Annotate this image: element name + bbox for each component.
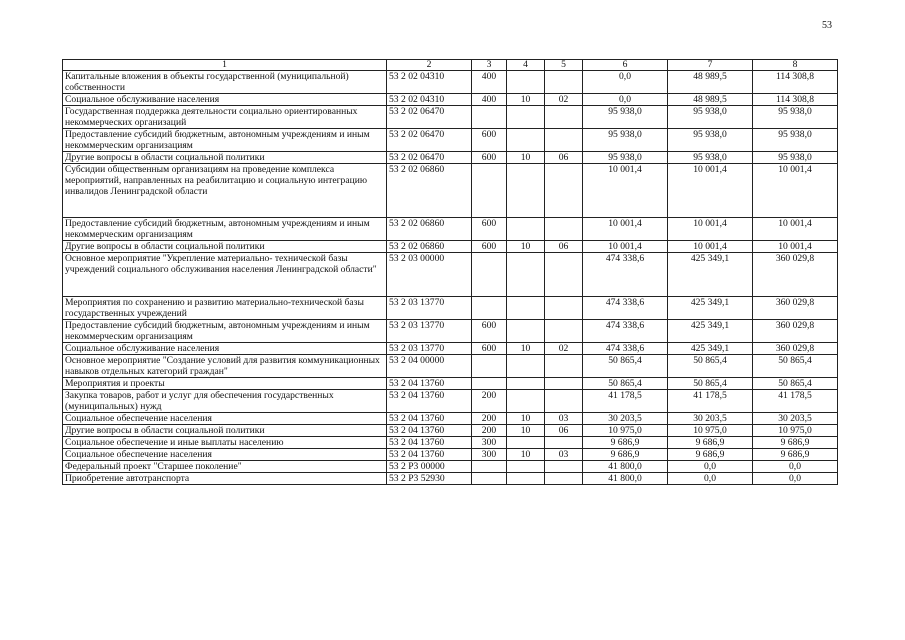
row-amount-2: 30 203,5 — [668, 413, 753, 425]
row-section: 10 — [507, 425, 545, 437]
row-code: 53 2 03 13770 — [387, 343, 472, 355]
row-amount-2: 48 989,5 — [668, 71, 753, 94]
table-row — [63, 461, 838, 473]
row-expense-type: 600 — [472, 320, 507, 343]
row-amount-3: 360 029,8 — [753, 320, 838, 343]
row-amount-1: 41 178,5 — [583, 390, 668, 413]
table-row — [63, 129, 838, 152]
row-amount-1: 95 938,0 — [583, 152, 668, 164]
row-name: Социальное обеспечение населения — [63, 449, 387, 461]
row-name: Другие вопросы в области социальной политики — [63, 152, 387, 164]
row-expense-type: 400 — [472, 71, 507, 94]
row-expense-type: 200 — [472, 425, 507, 437]
row-expense-type: 200 — [472, 390, 507, 413]
table-row — [63, 94, 838, 106]
page-number: 53 — [822, 20, 832, 31]
row-name: Субсидии общественным организациям на проведение комплекса мероприятий, направленных на реабилитацию и социальную интеграцию инвалидов Ленинградской области — [63, 164, 387, 218]
row-subsection: 03 — [545, 413, 583, 425]
row-amount-3: 360 029,8 — [753, 253, 838, 297]
row-amount-3: 95 938,0 — [753, 152, 838, 164]
budget-table — [62, 59, 838, 485]
row-name: Капитальные вложения в объекты государственной (муниципальной) собственности — [63, 71, 387, 94]
row-amount-2: 10 001,4 — [668, 164, 753, 218]
row-name: Мероприятия по сохранению и развитию материально-технической базы государственных учреждений — [63, 297, 387, 320]
row-subsection: 02 — [545, 343, 583, 355]
row-expense-type: 600 — [472, 152, 507, 164]
row-name: Приобретение автотранспорта — [63, 473, 387, 485]
table-row — [63, 355, 838, 378]
row-expense-type — [472, 106, 507, 129]
row-expense-type: 400 — [472, 94, 507, 106]
table-row — [63, 343, 838, 355]
row-subsection — [545, 473, 583, 485]
row-subsection — [545, 218, 583, 241]
row-amount-2: 425 349,1 — [668, 253, 753, 297]
row-code: 53 2 03 13770 — [387, 320, 472, 343]
row-name: Другие вопросы в области социальной политики — [63, 425, 387, 437]
row-amount-2: 48 989,5 — [668, 94, 753, 106]
row-amount-2: 50 865,4 — [668, 355, 753, 378]
row-subsection — [545, 71, 583, 94]
column-header: 3 — [472, 60, 507, 71]
row-subsection — [545, 378, 583, 390]
row-name: Основное мероприятие "Укрепление материально- технической базы учреждений социального обслуживания населения Ленинградской области" — [63, 253, 387, 297]
row-amount-1: 50 865,4 — [583, 378, 668, 390]
row-amount-2: 425 349,1 — [668, 320, 753, 343]
row-amount-3: 10 001,4 — [753, 241, 838, 253]
row-amount-3: 114 308,8 — [753, 71, 838, 94]
row-expense-type — [472, 473, 507, 485]
row-amount-1: 10 001,4 — [583, 164, 668, 218]
table-row — [63, 241, 838, 253]
column-header: 7 — [668, 60, 753, 71]
row-section — [507, 297, 545, 320]
row-section — [507, 164, 545, 218]
row-subsection — [545, 355, 583, 378]
row-code: 53 2 04 13760 — [387, 437, 472, 449]
row-section — [507, 355, 545, 378]
row-expense-type: 600 — [472, 218, 507, 241]
row-expense-type — [472, 355, 507, 378]
row-expense-type — [472, 253, 507, 297]
row-name: Социальное обеспечение населения — [63, 413, 387, 425]
column-header: 5 — [545, 60, 583, 71]
row-amount-1: 41 800,0 — [583, 461, 668, 473]
table-row — [63, 390, 838, 413]
row-subsection: 06 — [545, 241, 583, 253]
row-code: 53 2 04 13760 — [387, 413, 472, 425]
row-name: Государственная поддержка деятельности социально ориентированных некоммерческих организаций — [63, 106, 387, 129]
table-row — [63, 449, 838, 461]
row-expense-type — [472, 378, 507, 390]
row-section: 10 — [507, 343, 545, 355]
row-subsection: 06 — [545, 152, 583, 164]
row-amount-1: 0,0 — [583, 94, 668, 106]
table-row — [63, 152, 838, 164]
column-header: 1 — [63, 60, 387, 71]
row-subsection — [545, 461, 583, 473]
row-subsection — [545, 320, 583, 343]
table-row — [63, 106, 838, 129]
row-name: Закупка товаров, работ и услуг для обеспечения государственных (муниципальных) нужд — [63, 390, 387, 413]
table-row — [63, 425, 838, 437]
row-amount-3: 30 203,5 — [753, 413, 838, 425]
row-name: Социальное обслуживание населения — [63, 94, 387, 106]
row-amount-3: 114 308,8 — [753, 94, 838, 106]
table-row — [63, 378, 838, 390]
column-header: 2 — [387, 60, 472, 71]
row-subsection — [545, 390, 583, 413]
row-subsection — [545, 253, 583, 297]
row-code: 53 2 02 06860 — [387, 241, 472, 253]
table-header-row — [63, 60, 838, 71]
row-amount-2: 50 865,4 — [668, 378, 753, 390]
row-code: 53 2 04 13760 — [387, 390, 472, 413]
row-expense-type: 600 — [472, 129, 507, 152]
row-section: 10 — [507, 152, 545, 164]
row-amount-3: 360 029,8 — [753, 297, 838, 320]
row-amount-3: 10 001,4 — [753, 218, 838, 241]
row-amount-2: 10 001,4 — [668, 241, 753, 253]
row-amount-3: 41 178,5 — [753, 390, 838, 413]
row-amount-3: 0,0 — [753, 473, 838, 485]
row-section — [507, 71, 545, 94]
column-header: 4 — [507, 60, 545, 71]
row-amount-2: 0,0 — [668, 461, 753, 473]
row-amount-3: 360 029,8 — [753, 343, 838, 355]
row-section — [507, 106, 545, 129]
row-amount-3: 50 865,4 — [753, 355, 838, 378]
table-row — [63, 320, 838, 343]
row-code: 53 2 03 00000 — [387, 253, 472, 297]
row-subsection — [545, 129, 583, 152]
row-amount-3: 10 001,4 — [753, 164, 838, 218]
row-code: 53 2 Р3 52930 — [387, 473, 472, 485]
table-row — [63, 218, 838, 241]
table-row — [63, 297, 838, 320]
row-subsection — [545, 106, 583, 129]
column-header: 6 — [583, 60, 668, 71]
table-row — [63, 253, 838, 297]
row-name: Основное мероприятие "Создание условий для развития коммуникационных навыков отдельных категорий граждан" — [63, 355, 387, 378]
row-amount-2: 425 349,1 — [668, 343, 753, 355]
row-section — [507, 129, 545, 152]
row-amount-3: 0,0 — [753, 461, 838, 473]
row-amount-1: 474 338,6 — [583, 297, 668, 320]
row-amount-1: 95 938,0 — [583, 129, 668, 152]
row-expense-type — [472, 164, 507, 218]
row-amount-3: 9 686,9 — [753, 449, 838, 461]
row-amount-1: 41 800,0 — [583, 473, 668, 485]
row-expense-type: 300 — [472, 449, 507, 461]
row-section — [507, 390, 545, 413]
row-code: 53 2 03 13770 — [387, 297, 472, 320]
row-name: Предоставление субсидий бюджетным, автономным учреждениям и иным некоммерческим организациям — [63, 320, 387, 343]
row-code: 53 2 02 04310 — [387, 94, 472, 106]
row-code: 53 2 02 04310 — [387, 71, 472, 94]
row-amount-2: 0,0 — [668, 473, 753, 485]
row-section: 10 — [507, 413, 545, 425]
row-amount-2: 95 938,0 — [668, 129, 753, 152]
row-amount-1: 30 203,5 — [583, 413, 668, 425]
row-subsection — [545, 164, 583, 218]
row-expense-type — [472, 297, 507, 320]
row-amount-2: 95 938,0 — [668, 152, 753, 164]
row-expense-type: 600 — [472, 343, 507, 355]
row-name: Федеральный проект "Старшее поколение" — [63, 461, 387, 473]
row-code: 53 2 04 13760 — [387, 449, 472, 461]
row-section — [507, 437, 545, 449]
row-code: 53 2 02 06470 — [387, 106, 472, 129]
row-code: 53 2 02 06470 — [387, 152, 472, 164]
row-amount-2: 41 178,5 — [668, 390, 753, 413]
row-code: 53 2 02 06860 — [387, 164, 472, 218]
row-code: 53 2 Р3 00000 — [387, 461, 472, 473]
table-row — [63, 164, 838, 218]
row-name: Социальное обеспечение и иные выплаты населению — [63, 437, 387, 449]
row-section — [507, 320, 545, 343]
row-subsection: 06 — [545, 425, 583, 437]
row-amount-2: 10 001,4 — [668, 218, 753, 241]
row-amount-1: 10 001,4 — [583, 241, 668, 253]
row-name: Мероприятия и проекты — [63, 378, 387, 390]
row-section — [507, 378, 545, 390]
table-row — [63, 71, 838, 94]
row-amount-1: 474 338,6 — [583, 343, 668, 355]
row-section — [507, 461, 545, 473]
row-section — [507, 253, 545, 297]
row-expense-type: 200 — [472, 413, 507, 425]
row-expense-type: 600 — [472, 241, 507, 253]
row-name: Социальное обслуживание населения — [63, 343, 387, 355]
row-amount-1: 0,0 — [583, 71, 668, 94]
row-amount-2: 9 686,9 — [668, 449, 753, 461]
row-subsection: 03 — [545, 449, 583, 461]
row-section: 10 — [507, 449, 545, 461]
row-section — [507, 473, 545, 485]
row-name: Предоставление субсидий бюджетным, автономным учреждениям и иным некоммерческим организациям — [63, 129, 387, 152]
row-amount-3: 95 938,0 — [753, 129, 838, 152]
row-section: 10 — [507, 94, 545, 106]
row-amount-2: 10 975,0 — [668, 425, 753, 437]
row-amount-3: 50 865,4 — [753, 378, 838, 390]
table-row — [63, 437, 838, 449]
row-section — [507, 218, 545, 241]
row-name: Другие вопросы в области социальной политики — [63, 241, 387, 253]
row-amount-1: 50 865,4 — [583, 355, 668, 378]
row-amount-3: 95 938,0 — [753, 106, 838, 129]
row-code: 53 2 04 00000 — [387, 355, 472, 378]
row-code: 53 2 02 06860 — [387, 218, 472, 241]
row-amount-1: 474 338,6 — [583, 253, 668, 297]
row-amount-1: 9 686,9 — [583, 449, 668, 461]
column-header: 8 — [753, 60, 838, 71]
row-amount-2: 9 686,9 — [668, 437, 753, 449]
row-subsection — [545, 297, 583, 320]
row-subsection — [545, 437, 583, 449]
row-amount-3: 9 686,9 — [753, 437, 838, 449]
row-amount-1: 95 938,0 — [583, 106, 668, 129]
table-row — [63, 473, 838, 485]
row-name: Предоставление субсидий бюджетным, автономным учреждениям и иным некоммерческим организациям — [63, 218, 387, 241]
row-amount-3: 10 975,0 — [753, 425, 838, 437]
row-section: 10 — [507, 241, 545, 253]
row-amount-1: 10 975,0 — [583, 425, 668, 437]
row-code: 53 2 02 06470 — [387, 129, 472, 152]
row-amount-2: 95 938,0 — [668, 106, 753, 129]
row-amount-2: 425 349,1 — [668, 297, 753, 320]
row-amount-1: 9 686,9 — [583, 437, 668, 449]
row-expense-type — [472, 461, 507, 473]
row-code: 53 2 04 13760 — [387, 425, 472, 437]
row-amount-1: 10 001,4 — [583, 218, 668, 241]
row-amount-1: 474 338,6 — [583, 320, 668, 343]
row-subsection: 02 — [545, 94, 583, 106]
row-expense-type: 300 — [472, 437, 507, 449]
table-row — [63, 413, 838, 425]
row-code: 53 2 04 13760 — [387, 378, 472, 390]
